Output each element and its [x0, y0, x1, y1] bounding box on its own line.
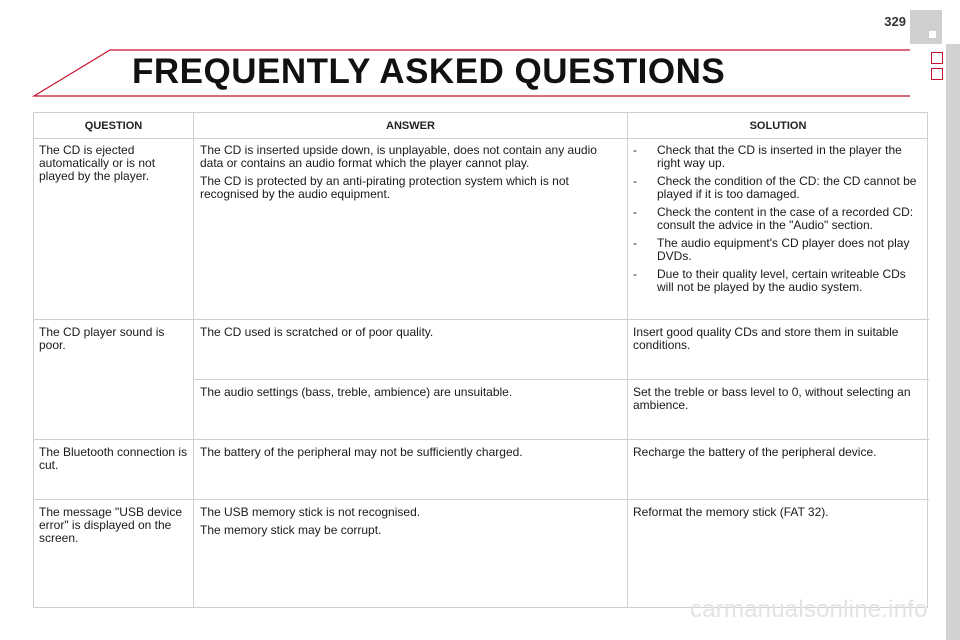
bullet-text: Check that the CD is inserted in the player the right way up.: [657, 143, 902, 170]
answer-cell: The battery of the peripheral may not be sufficiently charged.: [200, 445, 523, 459]
bullet-text: The audio equipment's CD player does not play DVDs.: [657, 236, 910, 263]
list-item: [633, 144, 925, 170]
bullet-text: Due to their quality level, certain writeable CDs will not be played by the audio system.: [657, 267, 906, 294]
list-item: [633, 175, 925, 201]
question-cell: The Bluetooth connection is cut.: [39, 445, 188, 472]
solution-cell: Insert good quality CDs and store them in suitable conditions.: [633, 325, 899, 352]
list-item: [633, 268, 925, 294]
answer-text: The CD is inserted upside down, is unplayable, does not contain any audio data or contains an audio format which the player cannot play.: [200, 143, 597, 170]
bullet-dash: -: [633, 236, 637, 250]
row-separator: [34, 499, 929, 500]
list-item: [633, 206, 925, 232]
corner-tab: [910, 10, 942, 44]
watermark: carmanualsonline.info: [690, 596, 928, 623]
header-question: QUESTION: [84, 120, 143, 132]
column-divider: [193, 113, 194, 607]
bullet-text: Check the content in the case of a recorded CD: consult the advice in the "Audio" section.: [657, 205, 914, 232]
solution-cell: Reformat the memory stick (FAT 32).: [633, 505, 829, 519]
page-number: 329: [884, 14, 906, 29]
answer-cell: [200, 506, 615, 542]
bullet-dash: -: [633, 143, 637, 157]
table-header: [34, 113, 927, 139]
bullet-dash: -: [633, 205, 637, 219]
column-divider: [627, 113, 628, 607]
side-square-icon: [931, 68, 943, 80]
list-item: [633, 237, 925, 263]
question-cell: The message "USB device error" is displayed on the screen.: [39, 505, 182, 545]
header-answer: ANSWER: [386, 120, 435, 132]
page-title: FREQUENTLY ASKED QUESTIONS: [132, 52, 726, 91]
bullet-text: Check the condition of the CD: the CD cannot be played if it is too damaged.: [657, 174, 917, 201]
bullet-dash: -: [633, 174, 637, 188]
solution-cell: Set the treble or bass level to 0, without selecting an ambience.: [633, 385, 911, 412]
solution-list: [633, 144, 925, 294]
header-solution: SOLUTION: [749, 120, 807, 132]
question-cell: The CD is ejected automatically or is not played by the player.: [39, 143, 156, 183]
corner-mark: [929, 31, 936, 38]
faq-table: [33, 112, 928, 608]
side-strip: [946, 44, 960, 640]
answer-text: The CD is protected by an anti-pirating protection system which is not recognised by the audio equipment.: [200, 174, 569, 201]
row-separator: [194, 379, 929, 380]
solution-cell: [633, 144, 925, 299]
answer-cell: [200, 144, 615, 206]
question-cell: The CD player sound is poor.: [39, 325, 165, 352]
solution-cell: Recharge the battery of the peripheral device.: [633, 445, 877, 459]
side-square-icon: [931, 52, 943, 64]
row-separator: [34, 439, 929, 440]
answer-text: The USB memory stick is not recognised.: [200, 505, 421, 519]
bullet-dash: -: [633, 267, 637, 281]
answer-cell: The audio settings (bass, treble, ambience) are unsuitable.: [200, 385, 513, 399]
row-separator: [34, 319, 929, 320]
answer-text: The memory stick may be corrupt.: [200, 523, 382, 537]
answer-cell: The CD used is scratched or of poor quality.: [200, 325, 434, 339]
